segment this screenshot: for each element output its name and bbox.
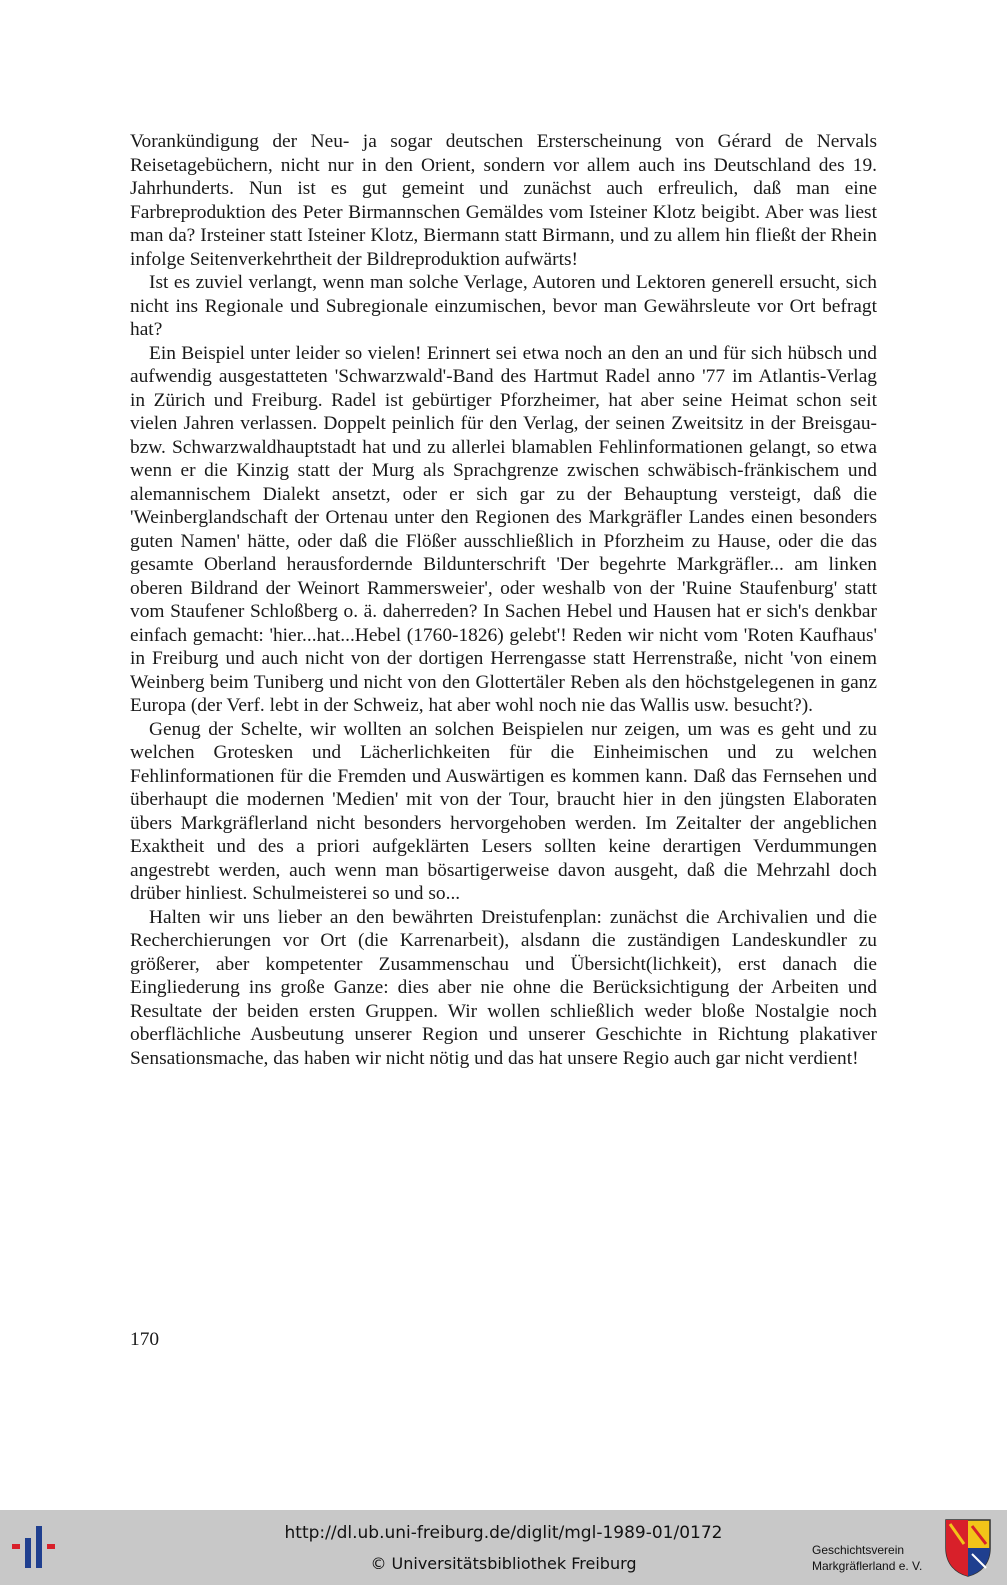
article-body bbox=[130, 130, 877, 1070]
coat-of-arms-icon bbox=[944, 1518, 992, 1578]
permalink-url[interactable]: http://dl.ub.uni-freiburg.de/diglit/mgl-1989-01/0172 bbox=[284, 1523, 723, 1543]
paragraph-3: Ein Beispiel unter leider so vielen! Erinnert sei etwa noch an den an und für sich hübsch und aufwendig ausgestatteten 'Schwarzwald'-Band des Hartmut Radel anno '77 im Atlantis-Verlag in Zürich und Freiburg. Radel ist gebürtiger Pforzheimer, hat aber seine Heimat schon seit vielen Jahren verlassen. Doppelt peinlich für den Verlag, der seinen Zweitsitz in der Breisgau- bzw. Schwarzwaldhauptstadt hat und zu allerlei blamablen Fehlinformationen gelangt, so etwa wenn er die Kinzig statt der Murg als Sprachgrenze zwischen schwäbisch-fränkischem und alemannischem Dialekt ansetzt, oder er sich gar zu der Behauptung versteigt, daß die 'Weinberglandschaft der Ortenau unter den Regionen des Markgräfler Landes einen besonders guten Namen' hätte, oder daß die Flößer ausschließlich in Pforzheim zu Hause, oder die das gesamte Oberland herausfordernde Bildunterschrift 'Der begehrte Markgräfler... am linken oberen Bildrand der Weinort Rammersweier', oder weshalb von der 'Ruine Staufenburg' statt vom Staufener Schloßberg o. ä. daherreden? In Sachen Hebel und Hausen hat er sich's denkbar einfach gemacht: 'hier...hat...Hebel (1760-1826) gelebt'! Reden wir nicht vom 'Roten Kaufhaus' in Freiburg und auch nicht von der dortigen Herrengasse statt Herrenstraße, nicht 'von einem Weinberg beim Tuniberg und nicht von den Glottertäler Reben als den höchstgelegenen in ganz Europa (der Verf. lebt in der Schweiz, hat aber wohl noch nie das Wallis usw. besucht?). bbox=[130, 342, 877, 716]
paragraph-4: Genug der Schelte, wir wollten an solchen Beispielen nur zeigen, um was es geht und zu welchen Grotesken und Lächerlichkeiten für die Einheimischen und zu welchen Fehlinformationen für die Fremden und Auswärtigen es kommen kann. Daß das Fernsehen und überhaupt die modernen 'Medien' mit von der Tour, braucht hier in den jüngsten Elaboraten übers Markgräflerland nicht besonders hervorgehoben werden. Im Zeitalter der angeblichen Exaktheit und des a priori aufgeklärten Lesers sollten keine derartigen Verdummungen angestrebt werden, auch wenn man bösartigerweise davon ausgeht, daß die Mehrzahl doch drüber hinliest. Schulmeisterei so und so... bbox=[130, 718, 877, 904]
society-name-line2: Markgräflerland e. V. bbox=[812, 1559, 923, 1573]
society-name-line1: Geschichtsverein bbox=[812, 1543, 905, 1557]
society-name bbox=[812, 1542, 922, 1574]
paragraph-5: Halten wir uns lieber an den bewährten Dreistufenplan: zunächst die Archivalien und die Recherchierungen vor Ort (die Karrenarbeit), alsdann die zuständigen Landeskundler zu größerer, aber kompetenter Zusammenschau und Übersicht(lichkeit), erst danach die Eingliederung ins große Ganze: dies aber nie ohne die Berücksichtigung der Arbeiten und Resultate der beiden ersten Gruppen. Wir wollen schließlich weder bloße Nostalgie noch oberflächliche Ausbeutung unserer Region und unserer Geschichte in Richtung plakativer Sensationsmache, das haben wir nicht nötig und das hat unsere Regio auch gar nicht verdient! bbox=[130, 906, 877, 1069]
footer-bar bbox=[0, 1510, 1007, 1585]
paragraph-2: Ist es zuviel verlangt, wenn man solche Verlage, Autoren und Lektoren generell ersucht, sich nicht ins Regionale und Subregionale einzumischen, bevor man Gewährsleute vor Ort befragt hat? bbox=[130, 272, 877, 340]
page-number: 170 bbox=[130, 1329, 160, 1350]
paragraph-1: Vorankündigung der Neu- ja sogar deutschen Ersterscheinung von Gérard de Nervals Reisetagebüchern, nicht nur in den Orient, sondern vor allem auch ins Deutschland des 19. Jahrhunderts. Nun ist es gut gemeint und zunächst auch erfreulich, daß man eine Farbreproduktion des Peter Birmannschen Gemäldes vom Isteiner Klotz beigibt. Aber was liest man da? Irsteiner statt Isteiner Klotz, Biermann statt Birmann, und zu allem hin fließt der Rhein infolge Seitenverkehrtheit der Bildreproduktion aufwärts! bbox=[130, 131, 877, 270]
copyright-notice: © Universitätsbibliothek Freiburg bbox=[370, 1554, 637, 1573]
